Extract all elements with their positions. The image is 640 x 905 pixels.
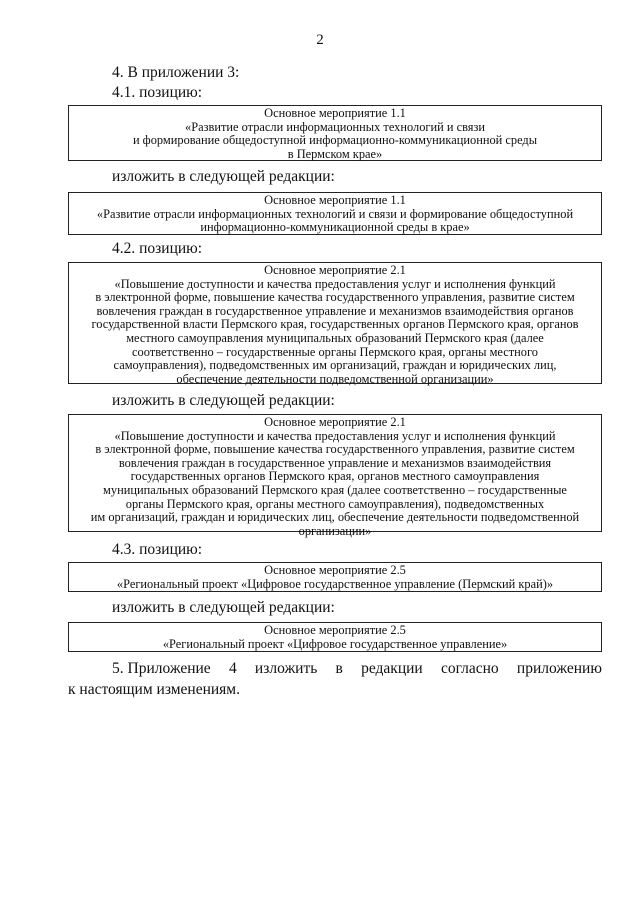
box-4-1-old bbox=[68, 105, 602, 161]
box-line: Основное мероприятие 2.1 bbox=[264, 263, 406, 277]
box-line: государственной власти Пермского края, государственных органов Пермского края, органов bbox=[91, 317, 579, 332]
item-4-1-label: 4.1. позицию: bbox=[112, 84, 203, 101]
section-5-word: согласно bbox=[440, 660, 499, 677]
section-4-heading: 4. В приложении 3: bbox=[112, 64, 240, 81]
section-5-line-2: к настоящим изменениям. bbox=[68, 681, 240, 698]
item-4-2-label: 4.2. позицию: bbox=[112, 240, 203, 257]
box-line: Основное мероприятие 1.1 bbox=[264, 106, 406, 120]
box-line: Основное мероприятие 2.1 bbox=[264, 415, 406, 429]
section-5-word: редакции bbox=[361, 660, 423, 677]
box-line: самоуправления), подведомственных им организаций, граждан и юридических лиц, bbox=[113, 358, 557, 373]
section-5-line-1 bbox=[112, 660, 602, 678]
section-5-word: приложению bbox=[516, 660, 602, 677]
item-4-2-replace-label: изложить в следующей редакции: bbox=[112, 392, 335, 409]
box-line: обеспечение деятельности подведомственной организации» bbox=[176, 371, 494, 386]
item-4-3-replace-label: изложить в следующей редакции: bbox=[112, 599, 335, 616]
box-line: местного самоуправления муниципальных образований Пермского края (далее bbox=[126, 330, 544, 345]
box-line: органы Пермского края, органы местного самоуправления), подведомственных bbox=[125, 496, 545, 511]
box-line: муниципальных образований Пермского края (далее соответственно – государственные bbox=[103, 482, 567, 497]
box-4-3-old bbox=[68, 562, 602, 592]
box-line: соответственно – государственные органы Пермского края, органы местного bbox=[132, 344, 538, 359]
item-4-1-replace-label: изложить в следующей редакции: bbox=[112, 168, 335, 185]
box-line: «Повышение доступности и качества предоставления услуг и исполнения функций bbox=[114, 428, 556, 443]
box-line: Основное мероприятие 1.1 bbox=[264, 193, 406, 207]
box-4-2-new bbox=[68, 414, 602, 538]
box-line: в электронной форме, повышение качества государственного управления, развитие систем bbox=[95, 442, 575, 457]
box-line: и формирование общедоступной информационно-коммуникационной среды bbox=[132, 133, 538, 148]
box-line: им организаций, граждан и юридических лиц, обеспечение деятельности подведомственной bbox=[90, 510, 580, 525]
box-line: вовлечения граждан в государственное управление и механизмов взаимодействия bbox=[118, 455, 552, 470]
box-4-1-new bbox=[68, 192, 602, 235]
box-line: организации» bbox=[298, 523, 372, 538]
section-5-word: 5. Приложение bbox=[112, 660, 211, 677]
section-5-word: в bbox=[335, 660, 343, 677]
section-5-word: 4 bbox=[228, 660, 237, 677]
box-line: государственных органов Пермского края, органов местного самоуправления bbox=[130, 469, 540, 484]
box-line: «Региональный проект «Цифровое государственное управление» bbox=[162, 636, 508, 651]
box-line: «Повышение доступности и качества предоставления услуг и исполнения функций bbox=[114, 276, 556, 291]
box-line: в Пермском крае» bbox=[287, 146, 383, 161]
box-line: вовлечения граждан в государственное управление и механизмов взаимодействия органов bbox=[96, 303, 574, 318]
box-line: информационно-коммуникационной среды в крае» bbox=[200, 220, 470, 235]
item-4-3-label: 4.3. позицию: bbox=[112, 541, 203, 558]
box-line: «Региональный проект «Цифровое государственное управление (Пермский край)» bbox=[116, 576, 554, 591]
box-line: в электронной форме, повышение качества государственного управления, развитие систем bbox=[95, 290, 575, 305]
box-line: «Развитие отрасли информационных технологий и связи и формирование общедоступной bbox=[96, 206, 574, 221]
box-line: Основное мероприятие 2.5 bbox=[264, 623, 406, 637]
box-4-2-old bbox=[68, 262, 602, 384]
box-4-3-new bbox=[68, 622, 602, 652]
box-line: «Развитие отрасли информационных технологий и связи bbox=[185, 119, 485, 134]
box-line: Основное мероприятие 2.5 bbox=[264, 563, 406, 577]
section-5-word: изложить bbox=[254, 660, 318, 677]
page-number: 2 bbox=[316, 32, 324, 48]
